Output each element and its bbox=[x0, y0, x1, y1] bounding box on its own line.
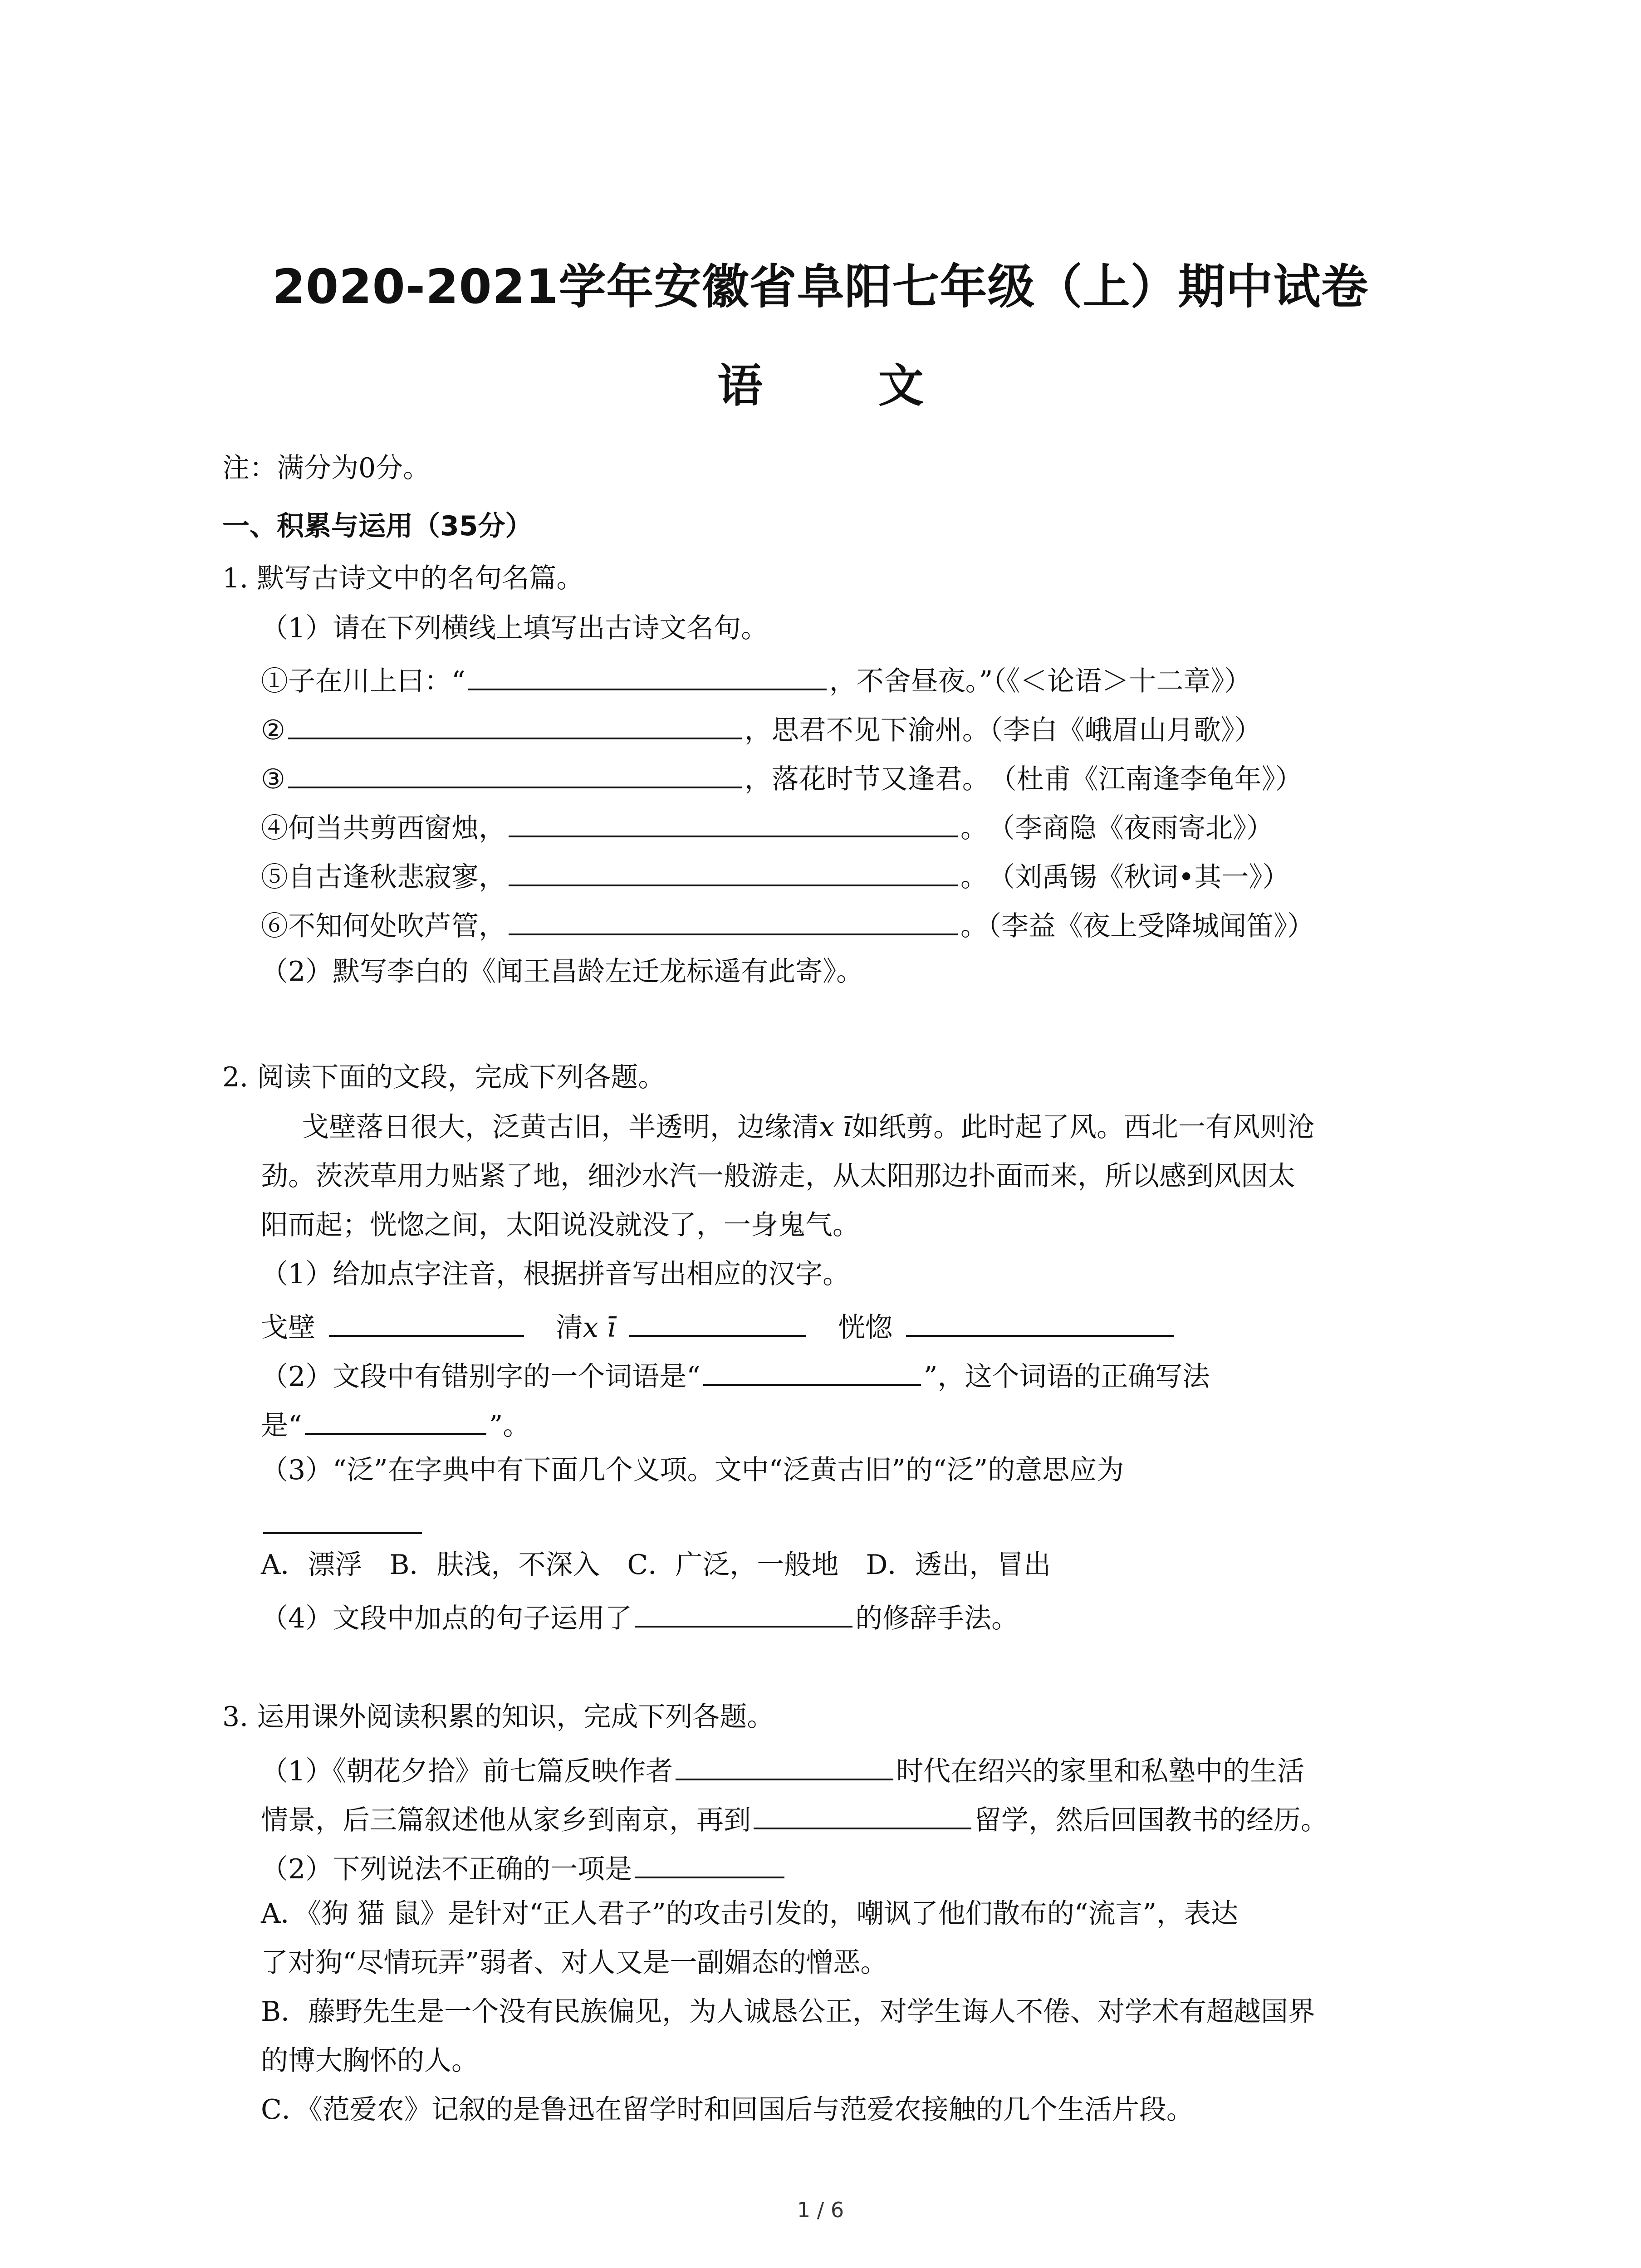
q2-part2-end: ”。 bbox=[489, 1410, 530, 1442]
q1-line-6-prefix: ⑥不知何处吹芦管， bbox=[261, 910, 506, 942]
q1-part2: （2）默写李白的《闻王昌龄左迁龙标遥有此寄》。 bbox=[261, 956, 864, 987]
score-note: 注：满分为0分。 bbox=[222, 452, 431, 484]
answer-blank-wrong-word[interactable] bbox=[703, 1359, 921, 1386]
q1-line-4 bbox=[261, 810, 1274, 842]
q1-line-2 bbox=[261, 712, 1262, 744]
q1-line-1-prefix: ①子在川上曰：“ bbox=[261, 665, 465, 697]
q2-part4-text: （4）文段中加点的句子运用了 bbox=[261, 1603, 632, 1634]
answer-blank-choice[interactable] bbox=[635, 1851, 784, 1878]
word-qing: 清 bbox=[556, 1312, 583, 1344]
q2-part2 bbox=[261, 1359, 1210, 1393]
q1-line-3 bbox=[261, 761, 1303, 793]
q1-line-3-suffix: ，落花时节又逢君。 （杜甫《江南逢李龟年》） bbox=[744, 763, 1303, 795]
answer-blank-3[interactable] bbox=[288, 761, 742, 788]
q3-part1-text-2-cont: 留学，然后回国教书的经历。 bbox=[974, 1804, 1328, 1836]
q3-part1-line-1 bbox=[261, 1753, 1304, 1785]
subject-title: 语 文 bbox=[717, 359, 974, 412]
exam-title: 2020-2021学年安徽省阜阳七年级（上）期中试卷 bbox=[272, 259, 1369, 314]
q2-part2-line-2 bbox=[261, 1408, 530, 1442]
pinyin-xi: x ī bbox=[819, 1111, 852, 1143]
answer-blank-correct-word[interactable] bbox=[305, 1408, 486, 1435]
q3-part1-line-2 bbox=[261, 1802, 1328, 1834]
q2-part4-text-cont: 的修辞手法。 bbox=[855, 1603, 1019, 1634]
q1-line-2-prefix: ② bbox=[261, 714, 285, 746]
answer-blank-1[interactable] bbox=[468, 663, 827, 690]
q2-part1: （1）给加点字注音，根据拼音写出相应的汉字。 bbox=[261, 1258, 850, 1290]
q3-part1-text-2: 情景，后三篇叙述他从家乡到南京，再到 bbox=[261, 1804, 751, 1836]
answer-blank-huanghu[interactable] bbox=[906, 1310, 1174, 1337]
section-heading: 一、积累与运用（35分） bbox=[222, 510, 533, 542]
answer-blank-2[interactable] bbox=[288, 712, 742, 739]
q2-fill-row bbox=[261, 1310, 1176, 1344]
q1-line-4-prefix: ④何当共剪西窗烛， bbox=[261, 812, 506, 844]
q1-line-1-suffix: ，不舍昼夜。”（《＜论语＞十二章》） bbox=[829, 665, 1252, 697]
q1-line-6 bbox=[261, 908, 1314, 940]
answer-blank-rhetoric[interactable] bbox=[635, 1600, 852, 1628]
q2-options: A．漂浮 B．肤浅，不深入 C．广泛，一般地 D．透出，冒出 bbox=[261, 1549, 1051, 1581]
answer-blank-5[interactable] bbox=[509, 859, 958, 886]
q3-part1-text-cont: 时代在绍兴的家里和私塾中的生活 bbox=[896, 1755, 1305, 1787]
q2-passage-line-3: 阳而起；恍惚之间，太阳说没就没了，一身鬼气。 bbox=[261, 1209, 860, 1241]
question-3-stem: 3. 运用课外阅读积累的知识，完成下列各题。 bbox=[222, 1701, 774, 1733]
q2-part3: （3）“泛”在字典中有下面几个义项。文中“泛黄古旧”的“泛”的意思应为 bbox=[261, 1454, 1124, 1486]
answer-blank-xi[interactable] bbox=[629, 1310, 806, 1337]
pinyin-xi-2: x ī bbox=[583, 1312, 616, 1344]
q2-passage-line-1 bbox=[302, 1111, 1315, 1143]
q1-line-4-suffix: 。 （李商隐《夜雨寄北》） bbox=[960, 812, 1274, 844]
q1-line-5 bbox=[261, 859, 1289, 891]
page-number: 1 / 6 bbox=[797, 2198, 844, 2222]
q1-line-1 bbox=[261, 663, 1251, 695]
q2-part2-text-cont: ”，这个词语的正确写法 bbox=[923, 1361, 1210, 1393]
answer-blank-country[interactable] bbox=[754, 1802, 971, 1829]
q2-part4 bbox=[261, 1600, 1019, 1632]
q2-part2-shi: 是“ bbox=[261, 1410, 302, 1442]
word-gebi: 戈壁 bbox=[261, 1312, 315, 1344]
q1-part1: （1）请在下列横线上填写出古诗文名句。 bbox=[261, 612, 769, 644]
q1-line-6-suffix: 。（李益《夜上受降城闻笛》） bbox=[960, 910, 1314, 942]
q2-passage-line-2: 劲。茨茨草用力贴紧了地，细沙水汽一般游走，从太阳那边扑面而来，所以感到风因太 bbox=[261, 1160, 1295, 1192]
q3-option-b-line-1: B．藤野先生是一个没有民族偏见，为人诚恳公正，对学生诲人不倦、对学术有超越国界 bbox=[261, 1996, 1316, 2028]
passage-text: 戈壁落日很大，泛黄古旧，半透明，边缘清 bbox=[302, 1111, 819, 1143]
answer-blank-childhood[interactable] bbox=[676, 1753, 893, 1780]
q3-option-c: C．《范爱农》记叙的是鲁迅在留学时和回国后与范爱农接触的几个生活片段。 bbox=[261, 2094, 1194, 2126]
q3-part1-text: （1）《朝花夕拾》前七篇反映作者 bbox=[261, 1755, 673, 1787]
q3-part2-text: （2）下列说法不正确的一项是 bbox=[261, 1853, 632, 1885]
answer-blank-fan[interactable] bbox=[263, 1507, 422, 1534]
q1-line-3-prefix: ③ bbox=[261, 763, 285, 795]
passage-text-cont: 如纸剪。此时起了风。西北一有风则沧 bbox=[852, 1111, 1315, 1143]
answer-blank-4[interactable] bbox=[509, 810, 958, 837]
q3-option-a-line-1: A．《狗 猫 鼠》是针对“正人君子”的攻击引发的，嘲讽了他们散布的“流言”，表达 bbox=[261, 1898, 1239, 1930]
q2-part2-text: （2）文段中有错别字的一个词语是“ bbox=[261, 1361, 700, 1393]
q3-part2 bbox=[261, 1851, 787, 1883]
q1-line-5-prefix: ⑤自古逢秋悲寂寥， bbox=[261, 861, 506, 893]
q3-option-a-line-2: 了对狗“尽情玩弄”弱者、对人又是一副媚态的憎恶。 bbox=[261, 1947, 888, 1979]
q1-line-5-suffix: 。 （刘禹锡《秋词•其一》） bbox=[960, 861, 1290, 893]
q2-part3-answer-row bbox=[263, 1507, 422, 1539]
q1-line-2-suffix: ，思君不见下渝州。（李白《峨眉山月歌》） bbox=[744, 714, 1262, 746]
word-huanghu: 恍惚 bbox=[838, 1312, 893, 1344]
question-1-stem: 1. 默写古诗文中的名句名篇。 bbox=[222, 562, 584, 594]
q3-option-b-line-2: 的博大胸怀的人。 bbox=[261, 2045, 479, 2077]
answer-blank-6[interactable] bbox=[509, 908, 958, 935]
answer-blank-gebi[interactable] bbox=[329, 1310, 524, 1337]
question-2-stem: 2. 阅读下面的文段，完成下列各题。 bbox=[222, 1061, 666, 1093]
